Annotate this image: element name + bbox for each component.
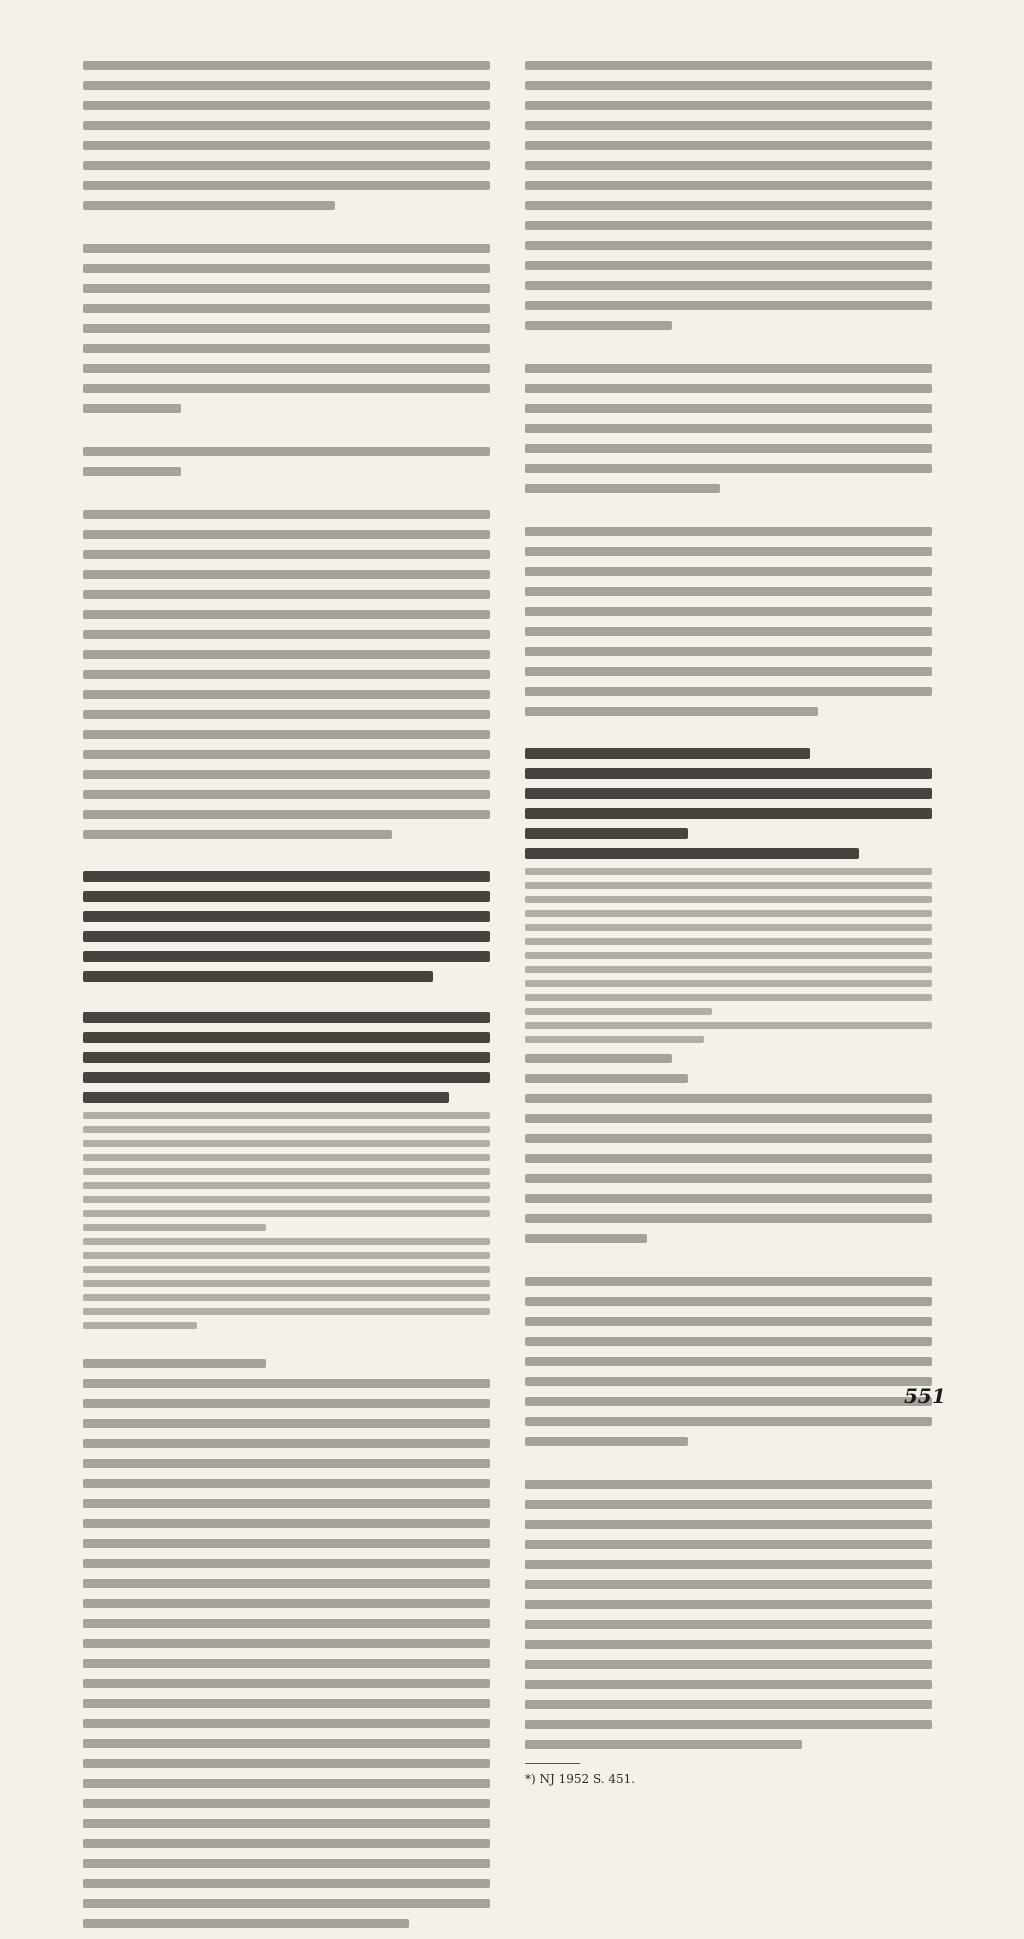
text-line (83, 1619, 490, 1628)
text-line (83, 201, 335, 210)
heading-line (525, 828, 688, 839)
text-line (525, 484, 720, 493)
paragraph-gap (525, 504, 932, 516)
text-line (83, 304, 490, 313)
text-line (525, 1154, 932, 1163)
small-print-line (525, 966, 932, 973)
text-line (83, 1599, 490, 1608)
text-line (83, 161, 490, 170)
text-line (525, 1214, 932, 1223)
text-line (525, 464, 932, 473)
small-print-line (525, 1008, 712, 1015)
paragraph-gap (83, 221, 490, 233)
text-line (83, 1859, 490, 1868)
text-line (525, 687, 932, 696)
text-line (83, 141, 490, 150)
text-line (525, 1134, 932, 1143)
text-line (83, 344, 490, 353)
text-line (525, 547, 932, 556)
text-line (525, 1480, 932, 1489)
text-line (525, 1740, 802, 1749)
heading-line (525, 768, 932, 779)
text-line (525, 1317, 932, 1326)
small-print-line (83, 1168, 490, 1175)
text-line (83, 1559, 490, 1568)
text-line (83, 1399, 490, 1408)
text-line (525, 221, 932, 230)
small-print-line (525, 910, 932, 917)
left-column (83, 50, 490, 1939)
text-line (83, 730, 490, 739)
text-line (525, 1054, 672, 1063)
text-line (525, 1114, 932, 1123)
text-line (525, 241, 932, 250)
text-line (83, 1379, 490, 1388)
text-line (525, 364, 932, 373)
text-line (83, 1419, 490, 1428)
text-line (83, 244, 490, 253)
page-number: 551 (904, 1384, 946, 1408)
text-line (525, 1620, 932, 1629)
text-line (525, 1660, 932, 1669)
heading-line (83, 1032, 490, 1043)
small-print-line (83, 1182, 490, 1189)
text-line (83, 384, 490, 393)
footnote-rule (525, 1763, 580, 1764)
small-print-line (83, 1140, 490, 1147)
text-line (525, 301, 932, 310)
text-line (525, 1234, 647, 1243)
text-line (83, 810, 490, 819)
text-line (525, 1337, 932, 1346)
text-line (525, 1540, 932, 1549)
heading-line (83, 931, 490, 942)
text-line (83, 61, 490, 70)
small-print-line (525, 896, 932, 903)
text-line (83, 364, 490, 373)
small-print-line (83, 1266, 490, 1273)
text-line (525, 607, 932, 616)
text-line (525, 424, 932, 433)
small-print-line (83, 1126, 490, 1133)
heading-line (83, 1052, 490, 1063)
text-line (525, 81, 932, 90)
small-print-line (525, 938, 932, 945)
text-line (83, 1839, 490, 1848)
text-line (83, 1679, 490, 1688)
text-line (525, 444, 932, 453)
small-print-line (83, 1154, 490, 1161)
text-line (525, 1174, 932, 1183)
text-line (525, 1500, 932, 1509)
text-line (525, 1640, 932, 1649)
paragraph-gap (83, 487, 490, 499)
heading-line (525, 848, 859, 859)
text-line (83, 181, 490, 190)
text-line (525, 1680, 932, 1689)
text-line (525, 1560, 932, 1569)
text-line (83, 530, 490, 539)
heading-line (83, 1012, 490, 1023)
text-line (83, 1499, 490, 1508)
text-line (525, 281, 932, 290)
text-line (525, 181, 932, 190)
text-line (525, 61, 932, 70)
small-print-line (525, 952, 932, 959)
text-line (83, 590, 490, 599)
small-print-line (83, 1294, 490, 1301)
text-line (83, 1479, 490, 1488)
text-line (525, 567, 932, 576)
text-line (83, 670, 490, 679)
text-line (83, 1659, 490, 1668)
text-line (83, 404, 181, 413)
footnote: *) NJ 1952 S. 451. (525, 1772, 636, 1786)
paragraph-gap (83, 424, 490, 436)
text-line (83, 264, 490, 273)
text-line (525, 587, 932, 596)
text-line (525, 1720, 932, 1729)
text-line (83, 101, 490, 110)
text-line (83, 1779, 490, 1788)
small-print-line (525, 1022, 932, 1029)
text-line (83, 1539, 490, 1548)
small-print-line (525, 924, 932, 931)
text-line (525, 667, 932, 676)
text-line (83, 1719, 490, 1728)
heading-line (83, 911, 490, 922)
text-line (83, 550, 490, 559)
text-line (83, 1699, 490, 1708)
text-line (83, 1919, 409, 1928)
small-print-line (83, 1224, 266, 1231)
text-line (525, 1357, 932, 1366)
text-line (83, 1819, 490, 1828)
small-print-line (525, 980, 932, 987)
paragraph-gap (525, 1254, 932, 1266)
text-line (83, 710, 490, 719)
small-print-line (83, 1252, 490, 1259)
text-line (83, 750, 490, 759)
text-line (525, 707, 818, 716)
heading-line (525, 808, 932, 819)
heading-line (83, 951, 490, 962)
small-print-line (525, 994, 932, 1001)
text-line (83, 1459, 490, 1468)
text-line (83, 81, 490, 90)
text-line (83, 1879, 490, 1888)
small-print-line (83, 1280, 490, 1287)
text-line (525, 261, 932, 270)
text-line (525, 1194, 932, 1203)
text-line (83, 1639, 490, 1648)
text-line (525, 1074, 688, 1083)
text-line (83, 650, 490, 659)
small-print-line (83, 1210, 490, 1217)
text-line (525, 627, 932, 636)
text-line (83, 1799, 490, 1808)
small-print-line (83, 1322, 197, 1329)
text-line (525, 1297, 932, 1306)
paragraph-gap (83, 1336, 490, 1348)
text-line (525, 1397, 932, 1406)
text-line (83, 1519, 490, 1528)
text-line (83, 121, 490, 130)
paragraph-gap (83, 991, 490, 1003)
text-line (525, 384, 932, 393)
text-line (83, 1439, 490, 1448)
text-line (525, 1277, 932, 1286)
text-line (83, 570, 490, 579)
text-line (83, 1759, 490, 1768)
heading-line (83, 871, 490, 882)
text-line (525, 1700, 932, 1709)
text-line (83, 770, 490, 779)
heading-line (83, 1092, 449, 1103)
paragraph-gap (525, 341, 932, 353)
text-line (525, 161, 932, 170)
paragraph-gap (525, 1457, 932, 1469)
text-line (525, 1377, 932, 1386)
small-print-line (525, 1036, 704, 1043)
heading-line (83, 1072, 490, 1083)
text-line (83, 1359, 266, 1368)
right-column (525, 50, 932, 1786)
text-line (83, 447, 490, 456)
heading-line (83, 971, 433, 982)
text-line (525, 321, 672, 330)
text-line (83, 690, 490, 699)
small-print-line (83, 1238, 490, 1245)
paragraph-gap (83, 850, 490, 862)
text-line (525, 1600, 932, 1609)
small-print-line (83, 1112, 490, 1119)
text-line (525, 1580, 932, 1589)
text-line (83, 790, 490, 799)
text-line (83, 630, 490, 639)
text-line (525, 647, 932, 656)
small-print-line (525, 868, 932, 875)
text-line (525, 141, 932, 150)
text-line (83, 1579, 490, 1588)
heading-line (525, 748, 810, 759)
text-line (525, 527, 932, 536)
text-line (525, 201, 932, 210)
text-line (525, 1417, 932, 1426)
text-line (525, 121, 932, 130)
text-line (83, 510, 490, 519)
text-line (525, 1437, 688, 1446)
text-line (525, 404, 932, 413)
text-line (83, 467, 181, 476)
text-line (525, 101, 932, 110)
text-line (83, 610, 490, 619)
text-line (525, 1520, 932, 1529)
heading-line (83, 891, 490, 902)
text-line (525, 1094, 932, 1103)
heading-line (525, 788, 932, 799)
paragraph-gap (525, 727, 932, 739)
small-print-line (83, 1196, 490, 1203)
small-print-line (83, 1308, 490, 1315)
text-line (83, 324, 490, 333)
text-line (83, 830, 392, 839)
text-line (83, 284, 490, 293)
small-print-line (525, 882, 932, 889)
text-line (83, 1899, 490, 1908)
text-line (83, 1739, 490, 1748)
